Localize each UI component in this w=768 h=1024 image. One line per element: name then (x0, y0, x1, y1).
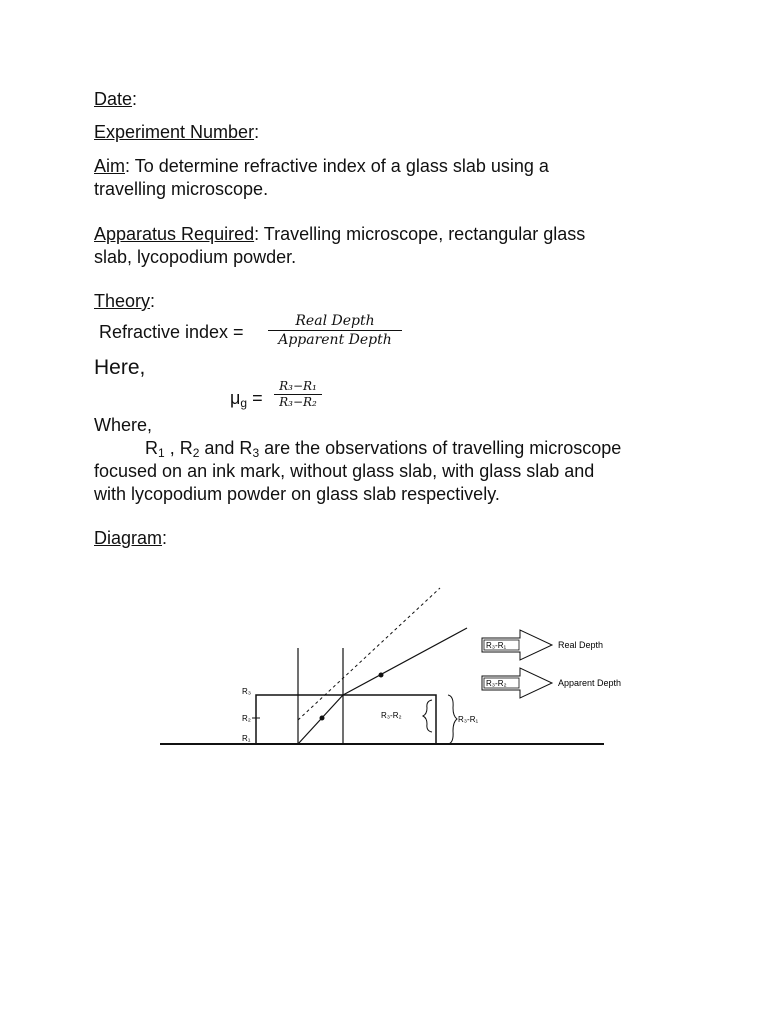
real-depth-box-label: R₃-R₁ (486, 641, 507, 650)
real-depth-numerator: Real Depth (295, 313, 375, 329)
real-depth-text: Real Depth (558, 640, 604, 650)
diagram-label: Diagram (94, 528, 163, 548)
here-text: Here, (94, 356, 146, 379)
outer-brace (448, 695, 457, 744)
aim-text-2: travelling microscope. (94, 179, 269, 199)
mu-numerator: R₃−R₁ (279, 379, 317, 393)
r1-symbol: R (145, 438, 158, 458)
outer-depth-label: R₃-R₁ (458, 715, 479, 724)
microscope-diagram (94, 568, 688, 876)
apparatus-line: Apparatus Required: Travelling microscope, rectangular glass (94, 224, 586, 244)
experiment-number-label: Experiment Number (94, 122, 255, 142)
where-line-2: focused on an ink mark, without glass slab, with glass slab and (94, 461, 595, 481)
r2-symbol: , R (164, 438, 193, 458)
r1-subscript: 1 (158, 446, 165, 460)
inner-brace (423, 700, 432, 732)
diagram-line: Diagram: (94, 528, 168, 548)
mu-g-label (230, 387, 263, 410)
where-text: Where, (94, 415, 153, 435)
mu-equals: = (252, 388, 263, 408)
mu-denominator: R₃−R₂ (279, 395, 317, 409)
aim-label: Aim (94, 156, 125, 176)
theory-line: Theory: (94, 291, 156, 311)
experiment-number-line: Experiment Number: (94, 122, 260, 142)
refractive-index-label: Refractive index = (99, 322, 244, 342)
r2-subscript: 2 (192, 446, 200, 460)
aim-text: To determine refractive index of a glass slab using a (134, 156, 549, 176)
inner-depth-label: R₃-R₂ (381, 711, 402, 720)
aim-line: Aim: To determine refractive index of a glass slab using a (94, 156, 549, 176)
apparent-depth-denominator: Apparent Depth (278, 332, 392, 348)
theory-label: Theory (94, 291, 151, 311)
r3-subscript: 3 (252, 446, 260, 460)
apparent-depth-text: Apparent Depth (558, 678, 622, 688)
arrow-dot-lower (320, 716, 325, 721)
where-line-1-rest: are the observations of travelling microscope (259, 438, 622, 458)
r1-label: R₁ (242, 734, 251, 743)
apparatus-label: Apparatus Required (94, 224, 255, 244)
refractive-index-fraction (268, 312, 402, 349)
apparatus-text-2: slab, lycopodium powder. (94, 247, 297, 267)
where-line-3: with lycopodium powder on glass slab respectively. (94, 484, 500, 504)
apparent-depth-box-label: R₃-R₂ (486, 679, 507, 688)
date-label: Date (94, 89, 133, 109)
mu-subscript: g (240, 396, 248, 410)
where-line-1 (145, 437, 621, 460)
date-line: Date: (94, 89, 138, 109)
arrow-dot-upper (379, 673, 384, 678)
r3-symbol: and R (199, 438, 253, 458)
glass-slab (256, 695, 436, 744)
r2-label: R₂ (242, 714, 251, 723)
mu-fraction (274, 379, 322, 410)
apparatus-text: Travelling microscope, rectangular glass (263, 224, 586, 244)
mu-symbol: μ (230, 388, 241, 408)
r3-label: R₃ (242, 687, 252, 696)
